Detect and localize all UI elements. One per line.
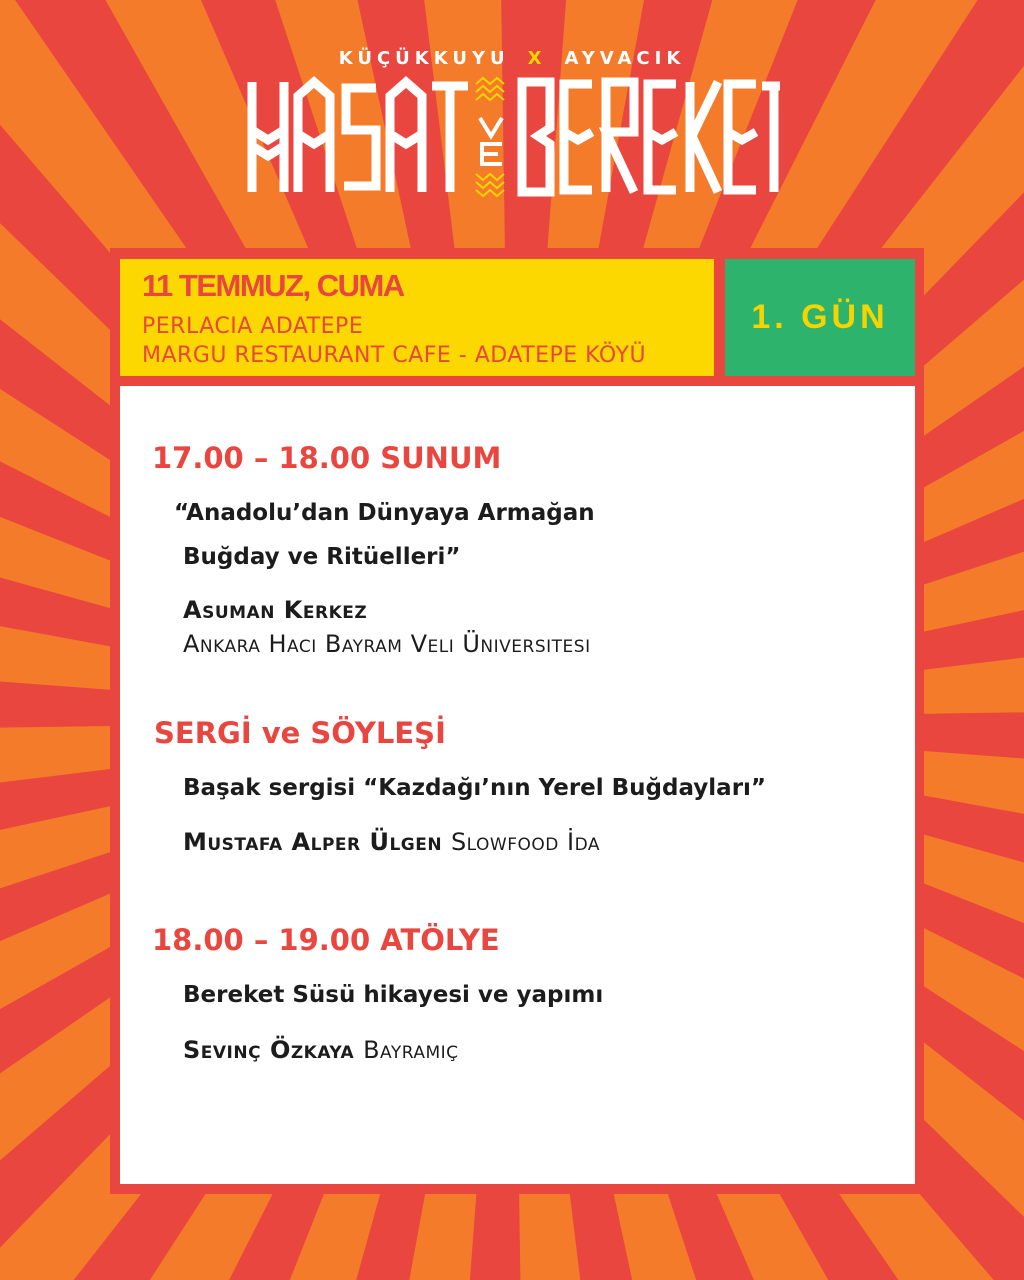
logo-left-word [0,0,53,1]
location-kicker [0,48,1024,69]
logo-word-bereket [516,74,780,200]
logo-middle-word [58,0,79,1]
session-1-heading: 17.00 – 18.00 SUNUM [152,441,502,475]
session-3-speaker: Sevinç Özkaya [183,1036,355,1064]
session-3-title: Bereket Süsü hikayesi ve yapımı [183,982,604,1008]
logo-ve-emblem [474,74,508,200]
session-2-title: Başak sergisi “Kazdağı’nın Yerel Buğdayları” [183,775,767,801]
session-1-title-line-2: Buğday ve Ritüelleri” [183,544,461,570]
location-left: KÜÇÜKKUYU [338,48,510,69]
location-right: AYVACIK [564,48,686,69]
session-2-affiliation: Slowfood İda [450,828,600,856]
session-3-speaker-line [183,1036,459,1064]
session-1-speaker: Asuman Kerkez [183,596,368,624]
session-1-affiliation: Ankara Hacı Bayram Veli Üniversitesi [183,630,591,658]
venue-line-1: PERLACIA ADATEPE [142,314,364,339]
venue-line-2: MARGU RESTAURANT CAFE - ADATEPE KÖYÜ [142,343,647,368]
separator-x: X [527,48,547,69]
event-date: 11 TEMMUZ, CUMA [142,268,404,303]
session-3-heading: 18.00 – 19.00 ATÖLYE [152,923,500,957]
session-2-heading: SERGİ ve SÖYLEŞİ [154,716,446,750]
day-label: 1. GÜN [751,298,889,336]
session-3-affiliation: Bayramiç [363,1036,459,1064]
day-box [725,259,915,376]
logo-right-word [84,0,157,1]
session-2-speaker: Mustafa Alper Ülgen [183,828,443,856]
logo-word-hasat [246,74,468,200]
session-2-speaker-line [183,828,600,856]
session-1-title-line-1: “Anadolu’dan Dünyaya Armağan [174,500,595,526]
